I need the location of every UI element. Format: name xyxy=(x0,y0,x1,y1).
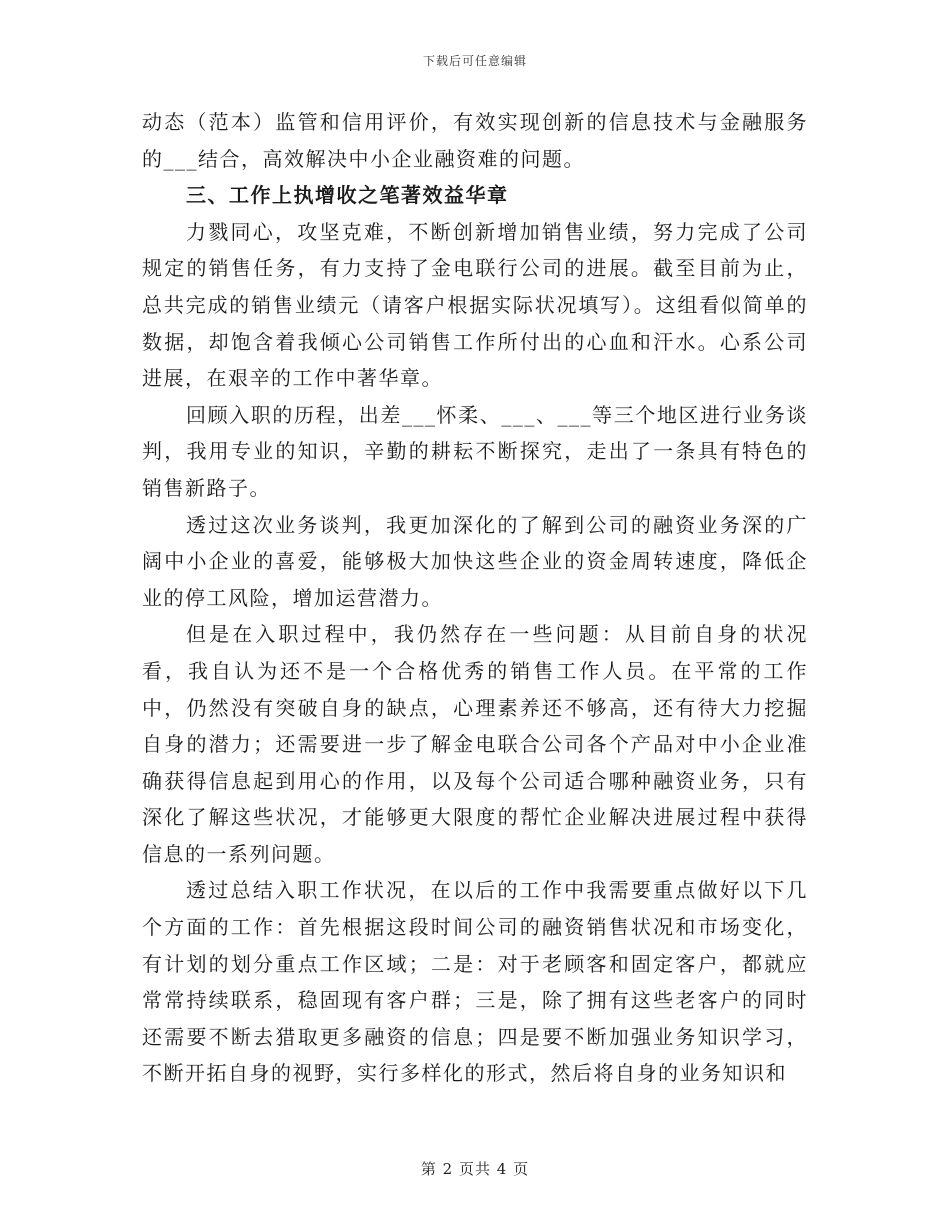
paragraph-1: 动态（范本）监管和信用评价，有效实现创新的信息技术与金融服务的___结合，高效解决中小企业融资难的问题。 xyxy=(142,110,808,171)
paragraph-5: 但是在入职过程中，我仍然存在一些问题：从目前自身的状况看，我自认为还不是一个合格优秀的销售工作人员。在平常的工作中，仍然没有突破自身的缺点，心理素养还不够高，还有待大力挖掘自身的潜力；还需要进一步了解金电联合公司各个产品对中小企业准确获得信息起到用心的作用，以及每个公司适合哪种融资业务，只有深化了解这些状况，才能够更大限度的帮忙企业解决进展过程中获得信息的一系列问题。 xyxy=(142,622,808,866)
paragraph-4: 透过这次业务谈判，我更加深化的了解到公司的融资业务深的广阔中小企业的喜爱，能够极大加快这些企业的资金周转速度，降低企业的停工风险，增加运营潜力。 xyxy=(142,512,808,610)
paragraph-2: 力戮同心，攻坚克难，不断创新增加销售业绩，努力完成了公司规定的销售任务，有力支持了金电联行公司的进展。截至目前为止，总共完成的销售业绩元（请客户根据实际状况填写）。这组看似简单的数据，却饱含着我倾心公司销售工作所付出的心血和汗水。心系公司进展，在艰辛的工作中著华章。 xyxy=(142,219,808,391)
page-number-footer: 第 2 页共 4 页 xyxy=(420,1160,530,1178)
paragraph-3: 回顾入职的历程，出差___怀柔、___、___等三个地区进行业务谈判，我用专业的知识，辛勤的耕耘不断探究，走出了一条具有特色的销售新路子。 xyxy=(142,402,808,500)
page-header-note: 下载后可任意编辑 xyxy=(422,54,527,68)
document-body xyxy=(142,104,808,1092)
paragraph-6: 透过总结入职工作状况，在以后的工作中我需要重点做好以下几个方面的工作：首先根据这段时间公司的融资销售状况和市场变化，有计划的划分重点工作区域；二是：对于老顾客和固定客户，都就应常常持续联系，稳固现有客户群；三是，除了拥有这些老客户的同时还需要不断去猎取更多融资的信息；四是要不断加强业务知识学习，不断开拓自身的视野，实行多样化的形式，然后将自身的业务知识和 xyxy=(142,878,808,1086)
section-heading: 三、工作上执增收之笔著效益华章 xyxy=(186,183,509,208)
